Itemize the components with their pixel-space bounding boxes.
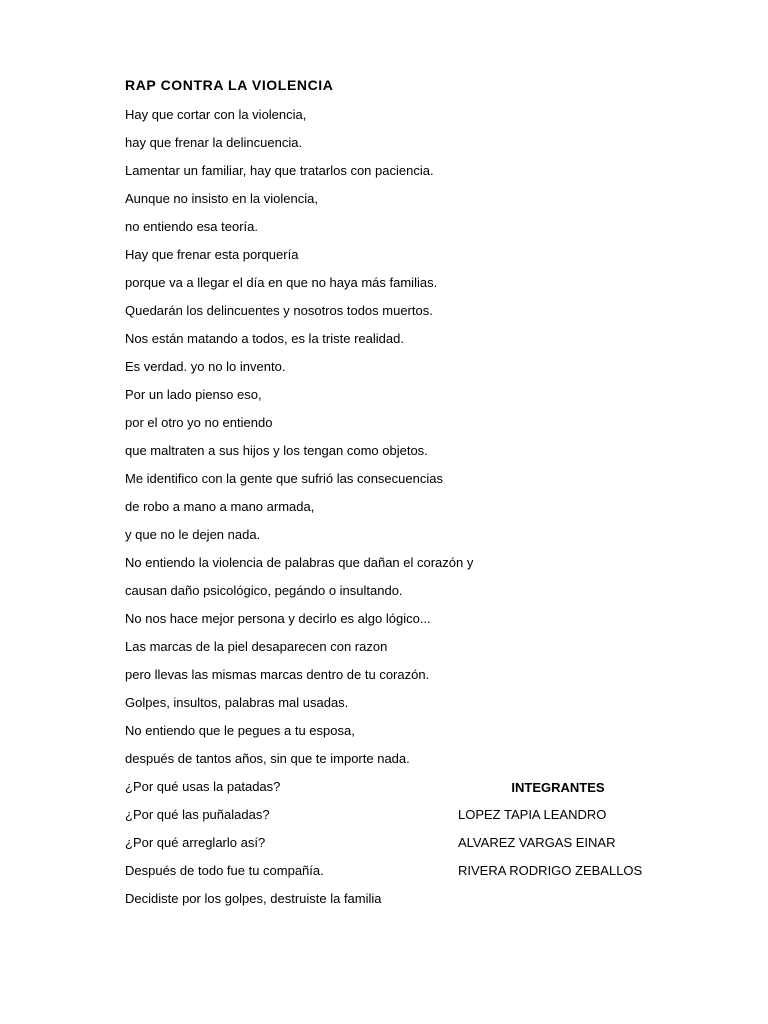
poem-lines	[125, 105, 473, 917]
poem-line: No entiendo que le pegues a tu esposa,	[125, 723, 355, 738]
page-title: RAP CONTRA LA VIOLENCIA	[125, 77, 334, 93]
poem-line: pero llevas las mismas marcas dentro de tu corazón.	[125, 667, 430, 682]
poem-line: Aunque no insisto en la violencia,	[125, 191, 318, 206]
poem-line: Por un lado pienso eso,	[125, 387, 262, 402]
poem-line: Lamentar un familiar, hay que tratarlos con paciencia.	[125, 163, 434, 178]
poem-line: que maltraten a sus hijos y los tengan como objetos.	[125, 443, 428, 458]
poem-line: Golpes, insultos, palabras mal usadas.	[125, 695, 349, 710]
poem-line: porque va a llegar el día en que no haya más familias.	[125, 275, 438, 290]
poem-line: hay que frenar la delincuencia.	[125, 135, 303, 150]
members-list	[458, 805, 642, 889]
poem-line: Quedarán los delincuentes y nosotros todos muertos.	[125, 303, 433, 318]
poem-line: Me identifico con la gente que sufrió las consecuencias	[125, 471, 443, 486]
poem-line: y que no le dejen nada.	[125, 527, 261, 542]
poem-line: Es verdad. yo no lo invento.	[125, 359, 286, 374]
poem-line: de robo a mano a mano armada,	[125, 499, 315, 514]
poem-line: Hay que cortar con la violencia,	[125, 107, 307, 122]
poem-line: Después de todo fue tu compañía.	[125, 863, 324, 878]
poem-line: no entiendo esa teoría.	[125, 219, 258, 234]
poem-line: No entiendo la violencia de palabras que dañan el corazón y	[125, 555, 474, 570]
poem-line: Nos están matando a todos, es la triste realidad.	[125, 331, 404, 346]
poem-line: después de tantos años, sin que te importe nada.	[125, 751, 410, 766]
poem-line: ¿Por qué las puñaladas?	[125, 807, 270, 822]
poem-line: ¿Por qué arreglarlo así?	[125, 835, 266, 850]
poem-line: Hay que frenar esta porquería	[125, 247, 299, 262]
poem-line: por el otro yo no entiendo	[125, 415, 273, 430]
member-name: LOPEZ TAPIA LEANDRO	[458, 807, 607, 822]
member-name: RIVERA RODRIGO ZEBALLOS	[458, 863, 643, 878]
poem-line: No nos hace mejor persona y decirlo es algo lógico...	[125, 611, 431, 626]
poem-line: causan daño psicológico, pegándo o insultando.	[125, 583, 403, 598]
poem-line: ¿Por qué usas la patadas?	[125, 779, 281, 794]
members-heading: INTEGRANTES	[511, 780, 605, 795]
member-name: ALVAREZ VARGAS EINAR	[458, 835, 616, 850]
poem-line: Decidiste por los golpes, destruiste la familia	[125, 891, 382, 906]
poem-line: Las marcas de la piel desaparecen con razon	[125, 639, 388, 654]
